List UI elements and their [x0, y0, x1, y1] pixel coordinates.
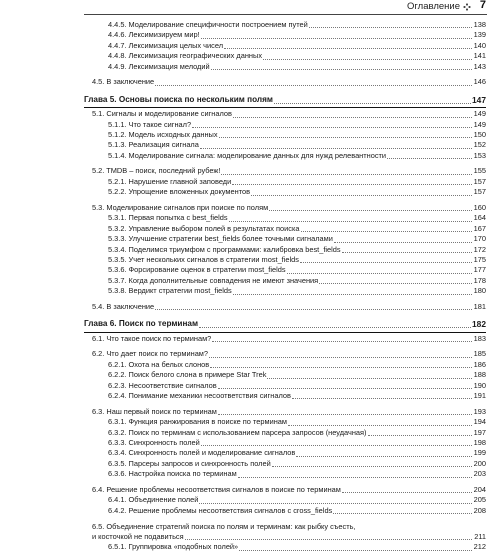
- toc-entry-page: 208: [473, 505, 486, 515]
- toc-entry-page: 172: [473, 244, 486, 254]
- toc-entry-title: 6.3.2. Поиск по терминам с использованием парсера запросов (неудачная): [108, 427, 367, 437]
- toc-entry[interactable]: [84, 417, 486, 427]
- toc-entry[interactable]: [84, 276, 486, 286]
- toc-entry-wrapped-line-1[interactable]: [84, 522, 486, 532]
- toc-entry-page: 141: [473, 51, 486, 61]
- dot-leader: [300, 262, 472, 263]
- toc-entry-title: 5.3.6. Форсирование оценок в стратегии most_fields: [108, 265, 286, 275]
- toc-entry[interactable]: [84, 542, 486, 552]
- toc-entry[interactable]: [84, 469, 486, 479]
- toc-entry-page: 170: [473, 234, 486, 244]
- toc-entry-page: 177: [473, 265, 486, 275]
- chapter-5-entries: [84, 109, 486, 312]
- toc-entry[interactable]: [84, 120, 486, 130]
- running-head: [0, 0, 500, 14]
- toc-entry-title: 5.3.5. Учет нескольких сигналов в стратегии most_fields: [108, 254, 299, 264]
- toc-entry-page: 152: [473, 140, 486, 150]
- dot-leader: [218, 414, 472, 415]
- toc-entry[interactable]: [84, 166, 486, 176]
- dot-leader: [232, 184, 472, 185]
- dot-leader: [288, 425, 472, 426]
- toc-entry-title: 5.1. Сигналы и моделирование сигналов: [92, 109, 232, 119]
- dot-leader: [274, 103, 471, 104]
- chapter-6-entries: [84, 334, 486, 516]
- toc-entry-title: 5.3.2. Управление выбором полей в результатах поиска: [108, 223, 300, 233]
- toc-entry[interactable]: [84, 485, 486, 495]
- toc-entry-page: 139: [473, 30, 486, 40]
- toc-entry-title: 6.2.2. Поиск белого слона в примере Star Trek: [108, 370, 267, 380]
- toc-entry-page: 181: [473, 301, 486, 311]
- dot-leader: [200, 148, 472, 149]
- dot-leader: [251, 195, 472, 196]
- dot-leader: [185, 539, 472, 540]
- chapter-rule: [84, 107, 486, 108]
- toc-entry-title: 6.3.5. Парсеры запросов и синхронность полей: [108, 458, 271, 468]
- toc-entry-page: 185: [473, 349, 486, 359]
- toc-entry-page: 160: [473, 203, 486, 213]
- toc-entry-page: 157: [473, 187, 486, 197]
- chapter-6-block: [84, 318, 486, 552]
- chapter-page: 147: [472, 94, 486, 105]
- chapter-title: Глава 5. Основы поиска по нескольким полям: [84, 94, 273, 104]
- toc-entry[interactable]: [84, 130, 486, 140]
- toc-entry-page: 150: [473, 129, 486, 139]
- dot-leader: [267, 378, 472, 379]
- dot-leader: [263, 59, 472, 60]
- toc-entry-title: 5.2.2. Упрощение вложенных документов: [108, 187, 251, 197]
- toc-entry-page: 157: [473, 176, 486, 186]
- toc-entry-page: 200: [473, 458, 486, 468]
- toc-entry-title: 5.3.7. Когда дополнительные совпадения не имеют значения: [108, 275, 319, 285]
- dot-leader: [287, 273, 472, 274]
- toc-entry-page: 178: [473, 275, 486, 285]
- toc-entry-title: 5.1.4. Моделирование сигнала: моделирование данных для нужд релевантности: [108, 150, 387, 160]
- toc-entry[interactable]: [84, 334, 486, 344]
- toc-entry[interactable]: [84, 213, 486, 223]
- toc-entry[interactable]: [84, 506, 486, 516]
- toc-entry-title: 5.1.2. Модель исходных данных: [108, 129, 218, 139]
- toc-entry-title: 6.4.1. Объединение полей: [108, 495, 199, 505]
- toc-entry-title: 6.3.3. Синхронность полей: [108, 438, 200, 447]
- toc-entry[interactable]: [84, 360, 486, 370]
- toc-entry-title: 5.1.1. Что такое сигнал?: [108, 119, 192, 129]
- toc-entry[interactable]: [84, 224, 486, 234]
- toc-entry[interactable]: [84, 495, 486, 505]
- toc-entry-title: 4.4.5. Моделирование специфичности построением путей: [108, 19, 308, 29]
- toc-entry-title: 6.2.1. Охота на белых слонов: [108, 359, 210, 369]
- toc-entry[interactable]: [84, 245, 486, 255]
- dot-leader: [212, 341, 472, 342]
- toc-entry-page: 143: [473, 61, 486, 71]
- toc-entry-title: 6.1. Что такое поиск по терминам?: [92, 333, 212, 343]
- toc-entry-title: 5.3. Моделирование сигналов при поиске по полям: [92, 203, 269, 213]
- toc-entry-title: 6.2.3. Несоответствие сигналов: [108, 380, 217, 390]
- toc-entry-page: 175: [473, 254, 486, 264]
- dot-leader: [201, 445, 472, 446]
- toc-entry-page: 190: [473, 380, 486, 390]
- toc-entry-title: 5.2.1. Нарушение главной заповеди: [108, 176, 232, 186]
- toc-entry-title-continued: и косточкой не подавиться: [92, 531, 184, 541]
- toc-entry-page: 180: [473, 286, 486, 296]
- toc-entry[interactable]: [84, 381, 486, 391]
- dot-leader: [239, 550, 472, 551]
- toc-entry-title: 6.2.4. Понимание механики несоответствия сигналов: [108, 391, 291, 401]
- toc-entry[interactable]: [84, 350, 486, 360]
- dot-leader: [269, 210, 472, 211]
- toc-entry-page: 164: [473, 213, 486, 223]
- toc-continued-section: [84, 20, 486, 88]
- toc-entry-page: 183: [473, 333, 486, 343]
- toc-entry[interactable]: [84, 448, 486, 458]
- dot-leader: [221, 174, 472, 175]
- toc-entry-title: 4.4.8. Лексимизация географических данных: [108, 51, 263, 61]
- running-head-title: Оглавление: [407, 1, 460, 12]
- toc-entry-title: 4.4.6. Лексимизируем мир!: [108, 30, 200, 40]
- toc-entry-page: 167: [473, 223, 486, 233]
- toc-entry-page: 146: [473, 77, 486, 87]
- toc-entry[interactable]: [84, 203, 486, 213]
- dot-leader: [192, 127, 472, 128]
- toc-entry-title: 6.5.1. Группировка «подобных полей»: [108, 542, 239, 552]
- dot-leader: [199, 503, 472, 504]
- dot-leader: [199, 327, 471, 328]
- toc-entry-page: 211: [474, 531, 486, 541]
- dot-leader: [155, 85, 472, 86]
- toc-entry-title: 4.4.7. Лексимизация целых чисел: [108, 40, 224, 50]
- toc-entry[interactable]: [84, 302, 486, 312]
- toc-entry[interactable]: [84, 51, 486, 61]
- toc-entry[interactable]: [84, 109, 486, 119]
- toc-entry[interactable]: [84, 62, 486, 72]
- toc-entry-title: 5.3.1. Первая попытка с best_fields: [108, 213, 228, 223]
- dot-leader: [233, 294, 472, 295]
- dot-leader: [334, 242, 472, 243]
- dot-leader: [233, 117, 472, 118]
- toc-entry[interactable]: [84, 459, 486, 469]
- toc-entry-page: 203: [473, 469, 486, 479]
- dot-leader: [219, 137, 472, 138]
- toc-entry-page: 188: [473, 370, 486, 380]
- dot-leader: [333, 513, 472, 514]
- toc-entry[interactable]: [84, 286, 486, 296]
- toc-entry-title: 6.3.1. Функция ранжирования в поиске по терминам: [108, 417, 287, 427]
- toc-entry-page: 198: [473, 438, 486, 447]
- toc-entry-page: 186: [473, 359, 486, 369]
- toc-entry-title: 6.3.4. Синхронность полей и моделирование сигналов: [108, 448, 296, 458]
- dot-leader: [201, 38, 472, 39]
- toc-entry-title: 5.3.8. Вердикт стратегии most_fields: [108, 286, 232, 296]
- four-diamond-ornament-icon: [463, 3, 471, 11]
- toc-entry[interactable]: [84, 77, 486, 87]
- toc-entry-title: 6.4.2. Решение проблемы несоответствия сигналов с cross_fields: [108, 505, 333, 515]
- dot-leader: [292, 398, 472, 399]
- dot-leader: [211, 69, 472, 70]
- toc-entry-page: 155: [473, 166, 486, 176]
- dot-leader: [342, 492, 472, 493]
- toc-entry-page: 204: [473, 484, 486, 494]
- toc-entry[interactable]: [84, 234, 486, 244]
- table-of-contents: [84, 20, 486, 553]
- toc-entry[interactable]: [84, 140, 486, 150]
- toc-entry[interactable]: [84, 177, 486, 187]
- toc-entry[interactable]: [84, 265, 486, 275]
- dot-leader: [238, 477, 472, 478]
- dot-leader: [218, 388, 472, 389]
- toc-entry-title: 6.3. Наш первый поиск по терминам: [92, 406, 217, 416]
- toc-entry[interactable]: [84, 41, 486, 51]
- toc-entry[interactable]: [84, 407, 486, 417]
- toc-entry-page: 149: [473, 109, 486, 119]
- toc-entry[interactable]: [84, 370, 486, 380]
- toc-entry-page: 197: [473, 427, 486, 437]
- toc-entry-title: 5.1.3. Реализация сигнала: [108, 140, 199, 150]
- dot-leader: [387, 158, 472, 159]
- toc-entry-title: 5.3.4. Поделимся триумфом с программами: калибровка best_fields: [108, 244, 341, 254]
- running-head-rule: [84, 14, 487, 15]
- toc-entry-page: 193: [473, 406, 486, 416]
- toc-entry-wrapped-line-2[interactable]: [84, 532, 486, 542]
- dot-leader: [296, 456, 472, 457]
- toc-entry[interactable]: [84, 20, 486, 30]
- toc-entry-title: 5.3.3. Улучшение стратегии best_fields более точными сигналами: [108, 234, 333, 244]
- toc-entry-title: 4.4.9. Лексимизация мелодий: [108, 61, 210, 71]
- chapter-heading[interactable]: [84, 318, 486, 330]
- toc-entry[interactable]: [84, 391, 486, 401]
- toc-entry-title: 4.5. В заключение: [92, 77, 155, 87]
- toc-entry-page: 191: [473, 391, 486, 401]
- toc-entry[interactable]: [84, 151, 486, 161]
- chapter-rule: [84, 332, 486, 333]
- dot-leader: [209, 357, 472, 358]
- chapter-5-block: [84, 94, 486, 313]
- toc-entry-page: 205: [473, 495, 486, 505]
- toc-entry-page: 199: [473, 448, 486, 458]
- chapter-heading[interactable]: [84, 94, 486, 106]
- page-number: 7: [479, 0, 486, 11]
- dot-leader: [210, 367, 472, 368]
- toc-entry-page: 212: [473, 542, 486, 552]
- dot-leader: [155, 309, 472, 310]
- dot-leader: [229, 221, 472, 222]
- toc-entry[interactable]: [84, 428, 486, 438]
- dot-leader: [301, 231, 473, 232]
- dot-leader: [319, 283, 472, 284]
- toc-entry-title: 6.5. Объединение стратегий поиска по полям и терминам: как рыбку съесть,: [92, 521, 356, 531]
- chapter-title: Глава 6. Поиск по терминам: [84, 319, 199, 329]
- toc-entry-page: 138: [473, 19, 486, 29]
- toc-entry-title: 5.2. TMDB – поиск, последний рубеж!: [92, 166, 221, 176]
- dot-leader: [272, 466, 472, 467]
- toc-entry[interactable]: [84, 255, 486, 265]
- toc-entry-page: 140: [473, 40, 486, 50]
- toc-entry-title: 6.4. Решение проблемы несоответствия сигналов в поиске по терминам: [92, 484, 341, 494]
- toc-entry-page: 194: [473, 417, 486, 427]
- toc-entry-title: 6.3.6. Настройка поиска по терминам: [108, 469, 237, 479]
- dot-leader: [368, 435, 473, 436]
- toc-entry-title: 5.4. В заключение: [92, 301, 155, 311]
- toc-entry[interactable]: [84, 30, 486, 40]
- dot-leader: [224, 48, 472, 49]
- chapter-page: 182: [472, 319, 486, 330]
- toc-entry-title: 6.2. Что дает поиск по терминам?: [92, 349, 209, 359]
- dot-leader: [309, 27, 472, 28]
- toc-entry[interactable]: [84, 438, 486, 448]
- toc-entry-page: 149: [473, 119, 486, 129]
- toc-entry-page: 153: [473, 150, 486, 160]
- toc-entry[interactable]: [84, 187, 486, 197]
- dot-leader: [342, 252, 472, 253]
